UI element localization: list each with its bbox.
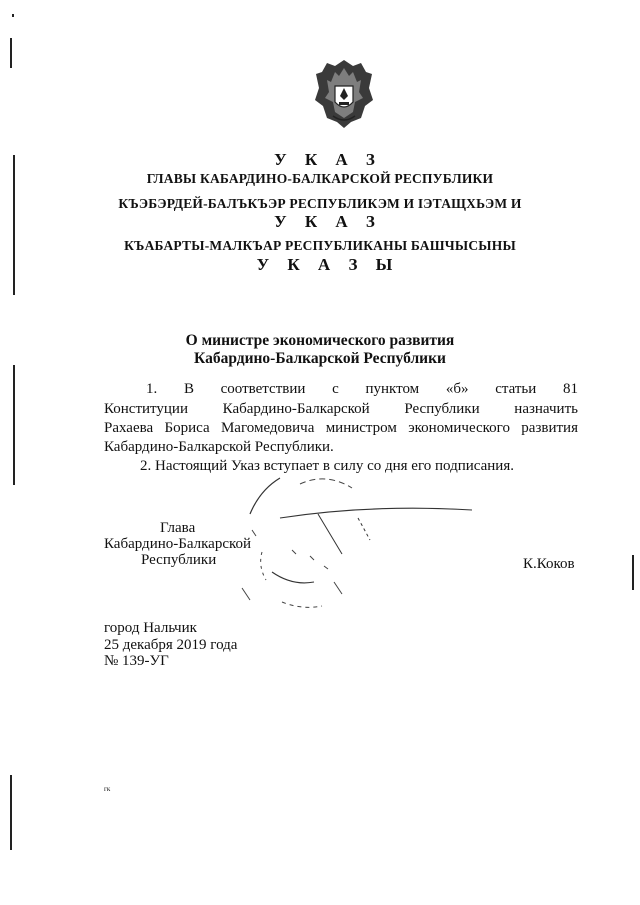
text-word: 1. xyxy=(146,381,158,397)
decree-number: № 139-УГ xyxy=(104,653,169,669)
issue-city: город Нальчик xyxy=(104,620,197,636)
text-word: развития xyxy=(521,420,578,436)
text-word: Рахаева xyxy=(104,420,154,436)
ukaz-heading-bal: У К А З Ы xyxy=(256,255,400,274)
header-line-bal: КЪАБАРТЫ-МАЛКЪАР РЕСПУБЛИКАНЫ БАШЧЫСЫНЫ xyxy=(124,238,516,253)
signatory-name: К.Коков xyxy=(523,556,575,572)
coat-of-arms-icon xyxy=(313,58,375,130)
text-word: «б» xyxy=(445,381,469,397)
header-line-ru: ГЛАВЫ КАБАРДИНО-БАЛКАРСКОЙ РЕСПУБЛИКИ xyxy=(146,171,494,186)
text-word: соответствии xyxy=(220,381,306,397)
signatory-position-line3: Республики xyxy=(141,552,217,568)
text-word: В xyxy=(183,381,194,397)
text-word: Бориса xyxy=(164,420,210,436)
signature-stamp xyxy=(222,470,482,620)
paragraph-1-line-4: Кабардино-Балкарской Республики. xyxy=(104,439,334,455)
text-word: министром xyxy=(325,420,397,436)
paragraph-1-line-1 xyxy=(146,380,578,398)
scan-mark-left-low xyxy=(13,365,15,485)
text-word: с xyxy=(332,381,339,397)
scan-mark-left-dot xyxy=(12,14,14,17)
text-word: статьи xyxy=(495,381,537,397)
paragraph-1-line-3 xyxy=(104,419,578,437)
text-word: Республики xyxy=(404,401,480,417)
ukaz-heading-ru: У К А З xyxy=(274,150,382,169)
document-title-line2: Кабардино-Балкарской Республики xyxy=(194,350,446,367)
executor-initials: гк xyxy=(104,785,111,793)
scan-mark-left-bottom xyxy=(10,775,12,850)
header-line-kab: КЪЭБЭРДЕЙ-БАЛЪКЪЭР РЕСПУБЛИКЭМ И IЭТАЩХЬЭМ И xyxy=(118,196,522,211)
text-word: экономического xyxy=(408,420,510,436)
paragraph-2: 2. Настоящий Указ вступает в силу со дня его подписания. xyxy=(140,458,514,474)
text-word: назначить xyxy=(514,401,578,417)
text-word: пунктом xyxy=(365,381,420,397)
paragraph-1-line-2 xyxy=(104,400,578,418)
scan-mark-left-top xyxy=(10,38,12,68)
signatory-position-line2: Кабардино-Балкарской xyxy=(104,536,252,552)
document-title-line1: О министре экономического развития xyxy=(185,332,455,349)
issue-date: 25 декабря 2019 года xyxy=(104,637,238,653)
scan-mark-right xyxy=(632,555,634,590)
text-word: Кабардино-Балкарской xyxy=(222,401,370,417)
signatory-position-line1: Глава xyxy=(160,520,196,536)
text-word: 81 xyxy=(562,381,578,397)
text-word: Магомедовича xyxy=(220,420,315,436)
text-word: Конституции xyxy=(104,401,188,417)
ukaz-heading-kab: У К А З xyxy=(274,212,382,231)
